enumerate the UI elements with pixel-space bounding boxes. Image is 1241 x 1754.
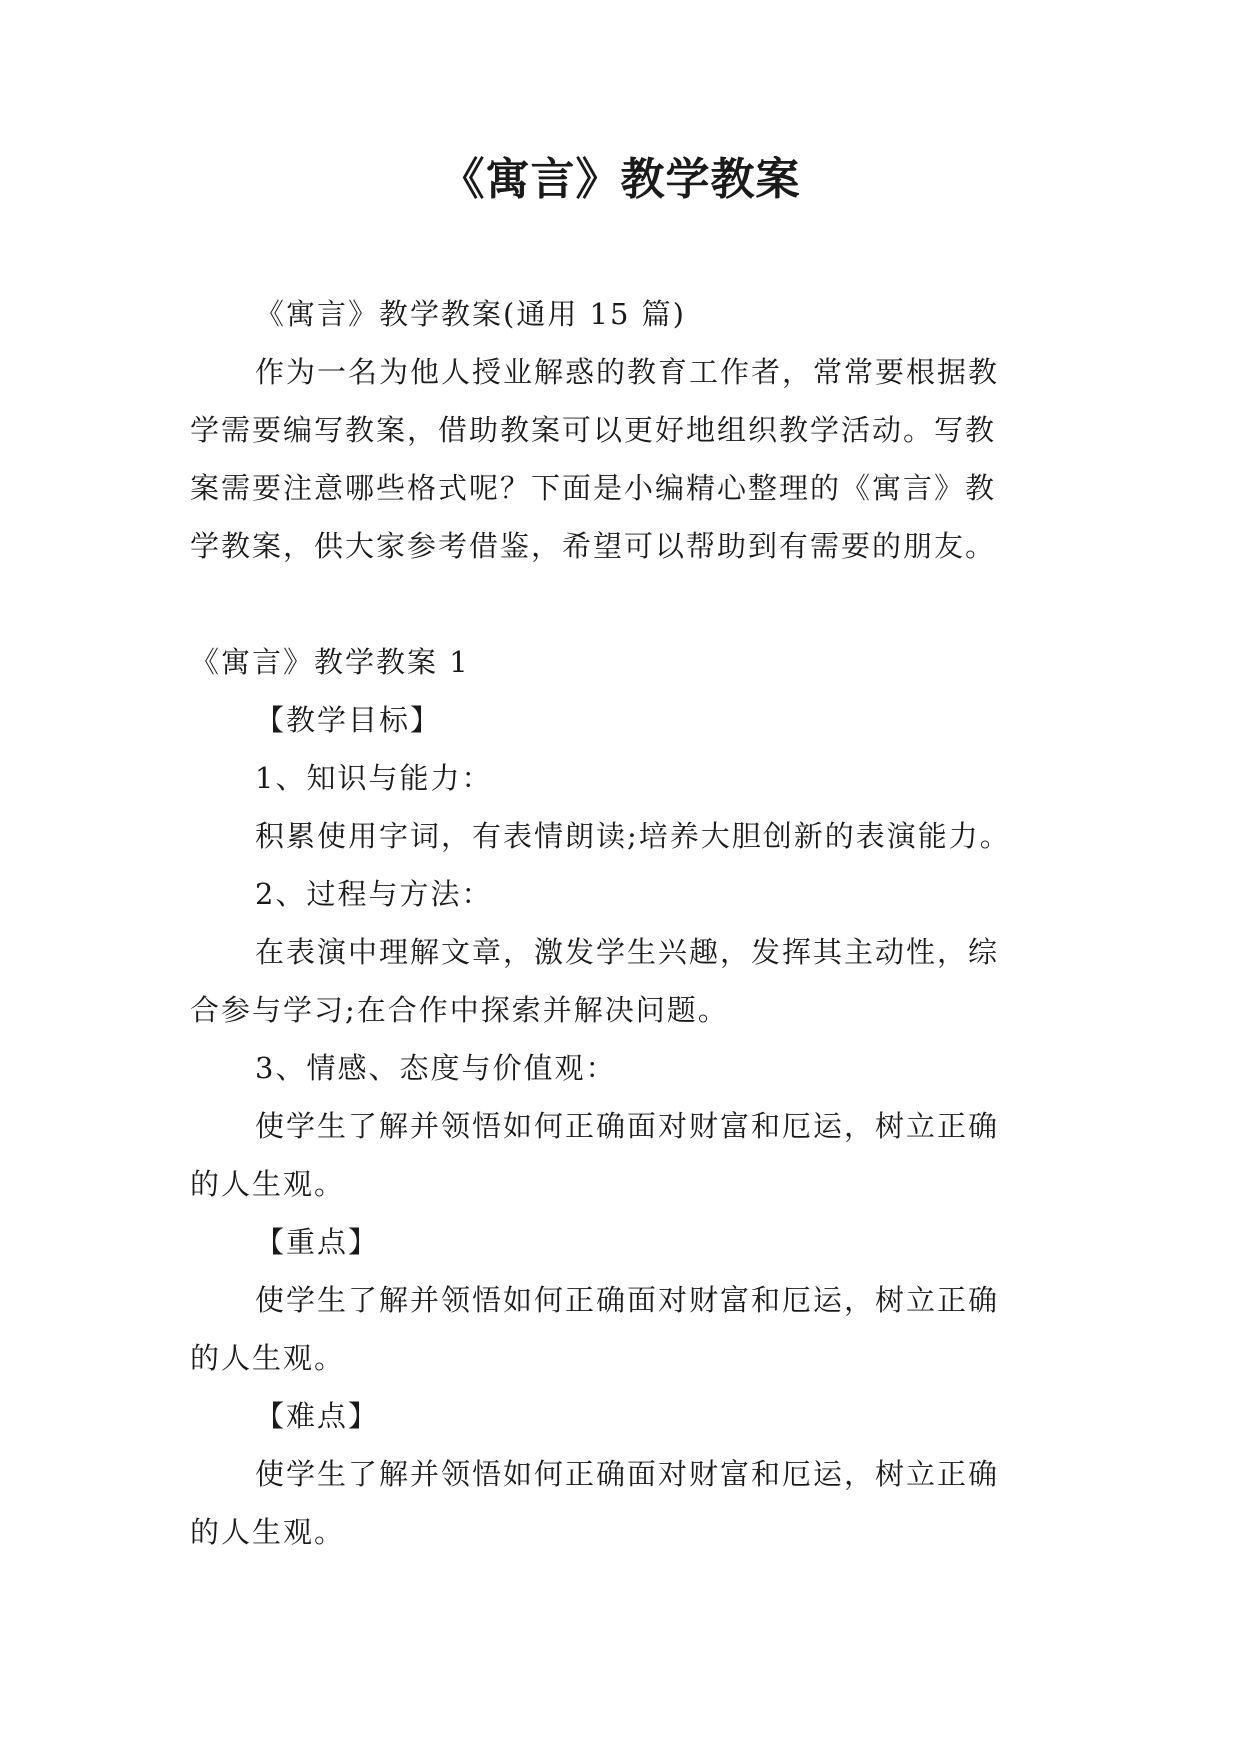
goals-heading: 【教学目标】 xyxy=(255,703,442,737)
difficulty-heading: 【难点】 xyxy=(255,1399,380,1433)
goal1-text: 积累使用字词，有表情朗读;培养大胆创新的表演能力。 xyxy=(255,819,1011,853)
document-body xyxy=(190,285,1070,1561)
key-line: 的人生观。 xyxy=(190,1341,346,1375)
intro-line: 学教案，供大家参考借鉴，希望可以帮助到有需要的朋友。 xyxy=(190,529,997,563)
difficulty-line: 使学生了解并领悟如何正确面对财富和厄运，树立正确 xyxy=(255,1457,1000,1491)
goal1-label: 1、知识与能力： xyxy=(255,761,493,795)
document-title: 《寓言》教学教案 xyxy=(440,154,801,205)
intro-line: 学需要编写教案，借助教案可以更好地组织教学活动。写教 xyxy=(190,413,997,447)
key-line: 使学生了解并领悟如何正确面对财富和厄运，树立正确 xyxy=(255,1283,1000,1317)
goal2-line: 合参与学习;在合作中探索并解决问题。 xyxy=(190,993,729,1027)
goal3-label: 3、情感、态度与价值观： xyxy=(255,1051,617,1085)
section-heading: 《寓言》教学教案 1 xyxy=(190,645,470,679)
goal3-line: 使学生了解并领悟如何正确面对财富和厄运，树立正确 xyxy=(255,1109,1000,1143)
subtitle: 《寓言》教学教案(通用 15 篇) xyxy=(255,297,686,331)
goal2-line: 在表演中理解文章，激发学生兴趣，发挥其主动性，综 xyxy=(255,935,1000,969)
difficulty-line: 的人生观。 xyxy=(190,1515,346,1549)
key-heading: 【重点】 xyxy=(255,1225,380,1259)
goal2-label: 2、过程与方法： xyxy=(255,877,493,911)
intro-line: 作为一名为他人授业解惑的教育工作者，常常要根据教 xyxy=(255,355,1000,389)
intro-line: 案需要注意哪些格式呢？下面是小编精心整理的《寓言》教 xyxy=(190,471,997,505)
goal3-line: 的人生观。 xyxy=(190,1167,346,1201)
